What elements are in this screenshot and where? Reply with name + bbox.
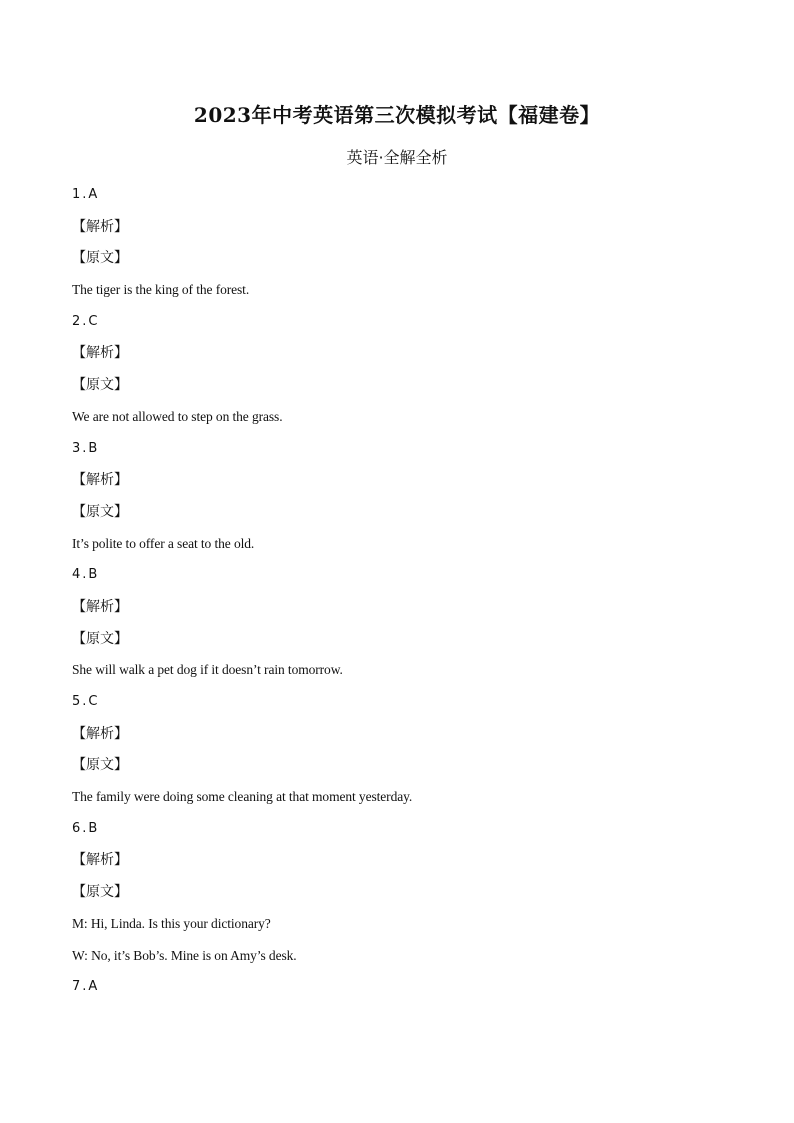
original-text-label: 【原文】 (72, 377, 128, 394)
question-separator: . (82, 313, 87, 329)
question-answer: A (88, 979, 98, 995)
question-item (72, 815, 722, 973)
original-text-line: M: Hi, Linda. Is this your dictionary? (72, 915, 271, 931)
answer-list (72, 181, 722, 1005)
analysis-label: 【解析】 (72, 852, 128, 869)
original-text-line: The family were doing some cleaning at that moment yesterday. (72, 789, 413, 805)
page-subtitle: 英语·全解全析 (346, 148, 448, 167)
question-answer: A (88, 187, 98, 202)
question-number: 5 (72, 694, 81, 709)
question-item (72, 435, 722, 562)
question-separator: . (82, 979, 87, 995)
page-title: 2023年中考英语第三次模拟考试【福建卷】 (193, 103, 601, 127)
question-number: 1 (72, 187, 81, 202)
question-item (72, 973, 722, 1005)
question-answer-line (72, 308, 722, 340)
original-text-label: 【原文】 (72, 630, 128, 647)
analysis-label: 【解析】 (72, 598, 128, 615)
question-answer: B (88, 820, 98, 836)
original-text-line: We are not allowed to step on the grass. (72, 408, 283, 424)
question-answer-line (72, 561, 722, 593)
question-item (72, 308, 722, 435)
question-answer: C (88, 694, 98, 709)
question-answer-line (72, 815, 722, 847)
question-separator: . (82, 187, 87, 202)
analysis-label: 【解析】 (72, 345, 128, 362)
original-text-line: W: No, it’s Bob’s. Mine is on Amy’s desk. (72, 947, 297, 963)
question-item (72, 688, 722, 815)
question-item (72, 181, 722, 308)
original-text-label: 【原文】 (72, 503, 128, 520)
original-text-line: She will walk a pet dog if it doesn’t rain tomorrow. (72, 662, 343, 678)
question-number: 7 (72, 979, 81, 995)
question-answer: C (88, 313, 98, 329)
analysis-label: 【解析】 (72, 472, 128, 489)
question-answer: B (88, 567, 98, 583)
question-separator: . (82, 820, 87, 836)
original-text-line: The tiger is the king of the forest. (72, 282, 250, 298)
question-separator: . (82, 440, 87, 456)
original-text-label: 【原文】 (72, 757, 128, 774)
question-number: 6 (72, 820, 81, 836)
question-answer-line (72, 181, 722, 213)
original-text-line: It’s polite to offer a seat to the old. (72, 535, 255, 551)
question-separator: . (82, 567, 87, 583)
original-text-label: 【原文】 (72, 884, 128, 901)
question-item (72, 561, 722, 688)
question-number: 2 (72, 313, 81, 329)
question-answer-line (72, 973, 722, 1005)
original-text-label: 【原文】 (72, 250, 128, 267)
analysis-label: 【解析】 (72, 218, 128, 235)
question-answer-line (72, 435, 722, 467)
question-answer: B (88, 440, 98, 456)
question-answer-line (72, 688, 722, 720)
question-separator: . (82, 694, 87, 709)
question-number: 4 (72, 567, 81, 583)
question-number: 3 (72, 440, 81, 456)
analysis-label: 【解析】 (72, 725, 128, 742)
